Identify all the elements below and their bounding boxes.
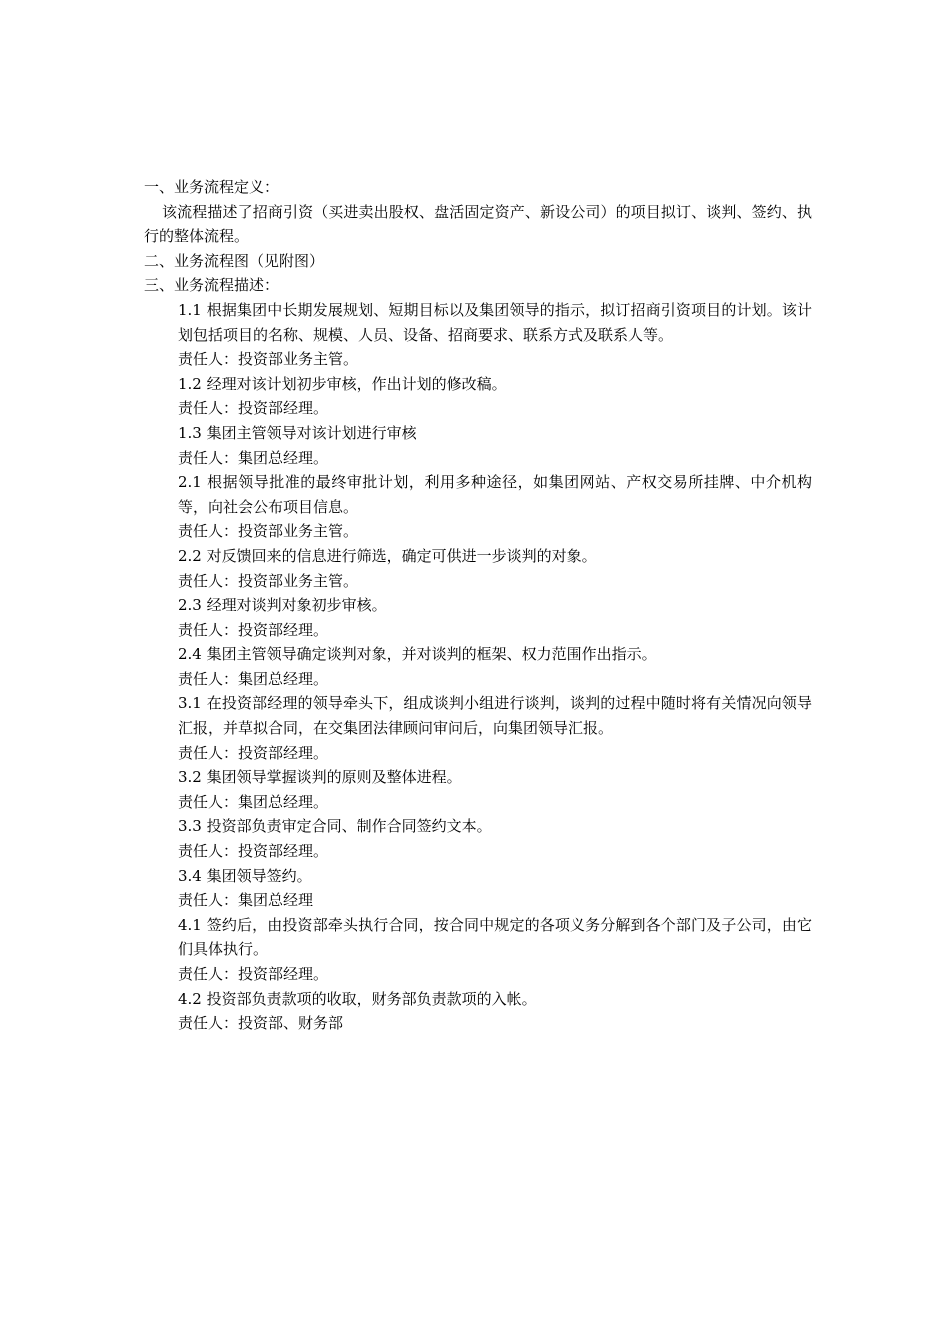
step-owner: 责任人：投资部经理。 <box>178 842 329 861</box>
step-text: 2.1 根据领导批准的最终审批计划，利用多种途径，如集团网站、产权交易所挂牌、中介机构等，向社会公布项目信息。 <box>178 473 812 516</box>
step-1-2 <box>144 372 812 421</box>
section-1-paragraph: 该流程描述了招商引资（买进卖出股权、盘活固定资产、新设公司）的项目拟订、谈判、签约、执行的整体流程。 <box>144 202 812 246</box>
step-3-1 <box>144 691 812 765</box>
step-owner: 责任人：投资部、财务部 <box>178 1014 344 1033</box>
section-3-heading: 三、业务流程描述： <box>144 276 280 295</box>
step-4-1 <box>144 913 812 987</box>
step-text: 2.4 集团主管领导确定谈判对象，并对谈判的框架、权力范围作出指示。 <box>178 645 657 664</box>
step-owner: 责任人：集团总经理 <box>178 891 314 910</box>
step-text: 2.3 经理对谈判对象初步审核。 <box>178 596 387 615</box>
step-3-2 <box>144 765 812 814</box>
step-2-4 <box>144 642 812 691</box>
step-2-2 <box>144 544 812 593</box>
step-1-3 <box>144 421 812 470</box>
step-owner: 责任人：集团总经理。 <box>178 792 329 811</box>
step-3-4 <box>144 864 812 913</box>
step-owner: 责任人：投资部业务主管。 <box>178 571 359 590</box>
step-4-2 <box>144 987 812 1036</box>
step-1-1 <box>144 298 812 372</box>
step-2-3 <box>144 593 812 642</box>
step-owner: 责任人：投资部经理。 <box>178 620 329 639</box>
step-text: 1.2 经理对该计划初步审核，作出计划的修改稿。 <box>178 374 507 393</box>
step-text: 4.2 投资部负责款项的收取，财务部负责款项的入帐。 <box>178 989 537 1008</box>
step-owner: 责任人：投资部经理。 <box>178 743 329 762</box>
step-text: 3.1 在投资部经理的领导牵头下，组成谈判小组进行谈判，谈判的过程中随时将有关情况向领导汇报，并草拟合同，在交集团法律顾问审问后，向集团领导汇报。 <box>178 694 812 738</box>
step-text: 3.3 投资部负责审定合同、制作合同签约文本。 <box>178 817 492 836</box>
step-owner: 责任人：投资部经理。 <box>178 965 329 983</box>
document-body <box>144 175 812 1036</box>
step-owner: 责任人：投资部业务主管。 <box>178 522 359 541</box>
step-text: 4.1 签约后，由投资部牵头执行合同，按合同中规定的各项义务分解到各个部门及子公司，由它们具体执行。 <box>178 915 812 959</box>
section-1-heading: 一、业务流程定义： <box>144 178 280 196</box>
step-3-3 <box>144 814 812 863</box>
step-text: 1.3 集团主管领导对该计划进行审核 <box>178 423 417 442</box>
step-text: 3.2 集团领导掌握谈判的原则及整体进程。 <box>178 768 462 787</box>
step-text: 1.1 根据集团中长期发展规划、短期目标以及集团领导的指示，拟订招商引资项目的计划。该计划包括项目的名称、规模、人员、设备、招商要求、联系方式及联系人等。 <box>178 300 812 344</box>
step-text: 3.4 集团领导签约。 <box>178 866 312 885</box>
section-2-heading: 二、业务流程图（见附图） <box>144 251 325 270</box>
step-owner: 责任人：集团总经理。 <box>178 669 329 688</box>
step-text: 2.2 对反馈回来的信息进行筛选，确定可供进一步谈判的对象。 <box>178 546 597 565</box>
step-owner: 责任人：投资部经理。 <box>178 399 329 418</box>
step-owner: 责任人：投资部业务主管。 <box>178 350 359 369</box>
step-owner: 责任人：集团总经理。 <box>178 448 329 467</box>
step-2-1 <box>144 470 812 544</box>
